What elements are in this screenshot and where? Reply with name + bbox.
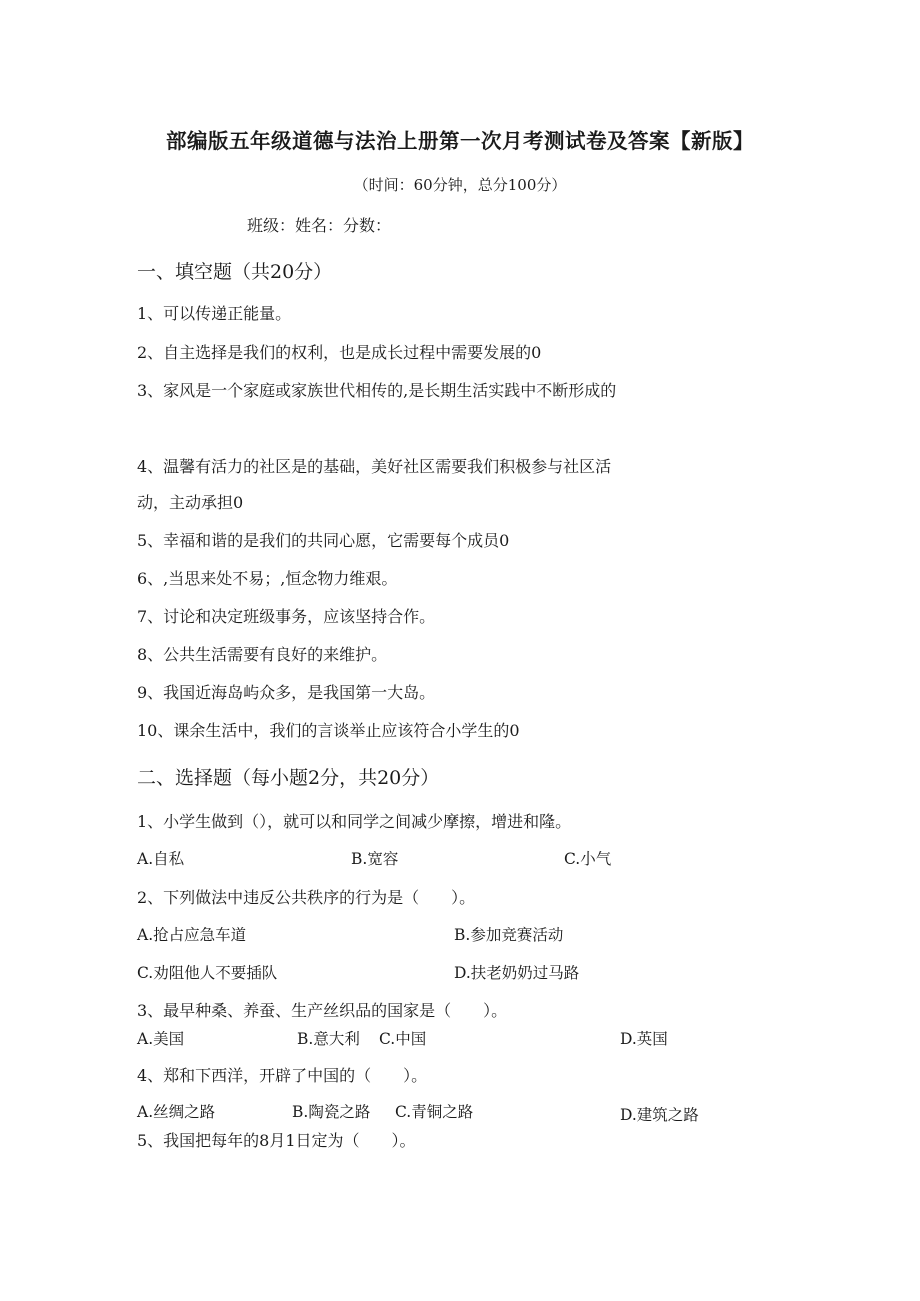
q2-option-d: D.扶老奶奶过马路	[454, 964, 580, 982]
section-heading-fill-in: 一、填空题（共20分）	[137, 261, 333, 283]
fill-in-question-10: 10、课余生活中，我们的言谈举止应该符合小学生的0	[137, 721, 520, 740]
q2-option-a: A.抢占应急车道	[137, 926, 247, 944]
choice-question-3: 3、最早种桑、养蚕、生产丝织品的国家是（ ）。	[137, 1001, 508, 1020]
q1-option-a: A.自私	[137, 850, 185, 868]
fill-in-question-8: 8、公共生活需要有良好的来维护。	[137, 645, 388, 664]
fill-in-question-6: 6、,当思来处不易；,恒念物力维艰。	[137, 569, 398, 588]
fill-in-question-4: 4、温馨有活力的社区是的基础，美好社区需要我们积极参与社区活	[137, 457, 612, 476]
fill-in-question-5: 5、幸福和谐的是我们的共同心愿，它需要每个成员0	[137, 531, 510, 550]
choice-question-1: 1、小学生做到（），就可以和同学之间减少摩擦，增进和隆。	[137, 812, 572, 831]
q2-option-c: C.劝阻他人不要插队	[137, 964, 278, 982]
q4-option-d: D.建筑之路	[620, 1106, 699, 1124]
q1-option-b: B.宽容	[351, 850, 399, 868]
q3-option-a: A.美国	[137, 1030, 185, 1048]
q3-option-d: D.英国	[620, 1030, 668, 1048]
q3-option-b: B.意大利	[297, 1030, 360, 1048]
choice-question-4: 4、郑和下西洋，开辟了中国的（ ）。	[137, 1066, 428, 1085]
q2-option-b: B.参加竞赛活动	[454, 926, 564, 944]
fill-in-question-9: 9、我国近海岛屿众多，是我国第一大岛。	[137, 683, 436, 702]
choice-question-2: 2、下列做法中违反公共秩序的行为是（ ）。	[137, 888, 476, 907]
fill-in-question-3: 3、家风是一个家庭或家族世代相传的,是长期生活实践中不断形成的	[137, 381, 617, 400]
q4-option-c: C.青铜之路	[395, 1103, 474, 1121]
q4-option-b: B.陶瓷之路	[292, 1103, 371, 1121]
fill-in-question-7: 7、讨论和决定班级事务，应该坚持合作。	[137, 607, 436, 626]
q1-option-c: C.小气	[564, 850, 612, 868]
section-heading-multiple-choice: 二、选择题（每小题2分，共20分）	[137, 767, 440, 789]
fill-in-question-1: 1、可以传递正能量。	[137, 304, 292, 323]
fill-in-question-2: 2、自主选择是我们的权利，也是成长过程中需要发展的0	[137, 343, 542, 362]
q3-option-c: C.中国	[379, 1030, 427, 1048]
fill-in-question-4-continued: 动，主动承担0	[137, 493, 244, 512]
student-info-line: 班级：姓名：分数：	[247, 216, 392, 235]
q4-option-a: A.丝绸之路	[137, 1103, 216, 1121]
exam-info: （时间：60分钟，总分100分）	[353, 176, 567, 194]
document-title: 部编版五年级道德与法治上册第一次月考测试卷及答案【新版】	[166, 129, 754, 153]
choice-question-5: 5、我国把每年的8月1日定为（ ）。	[137, 1131, 416, 1150]
